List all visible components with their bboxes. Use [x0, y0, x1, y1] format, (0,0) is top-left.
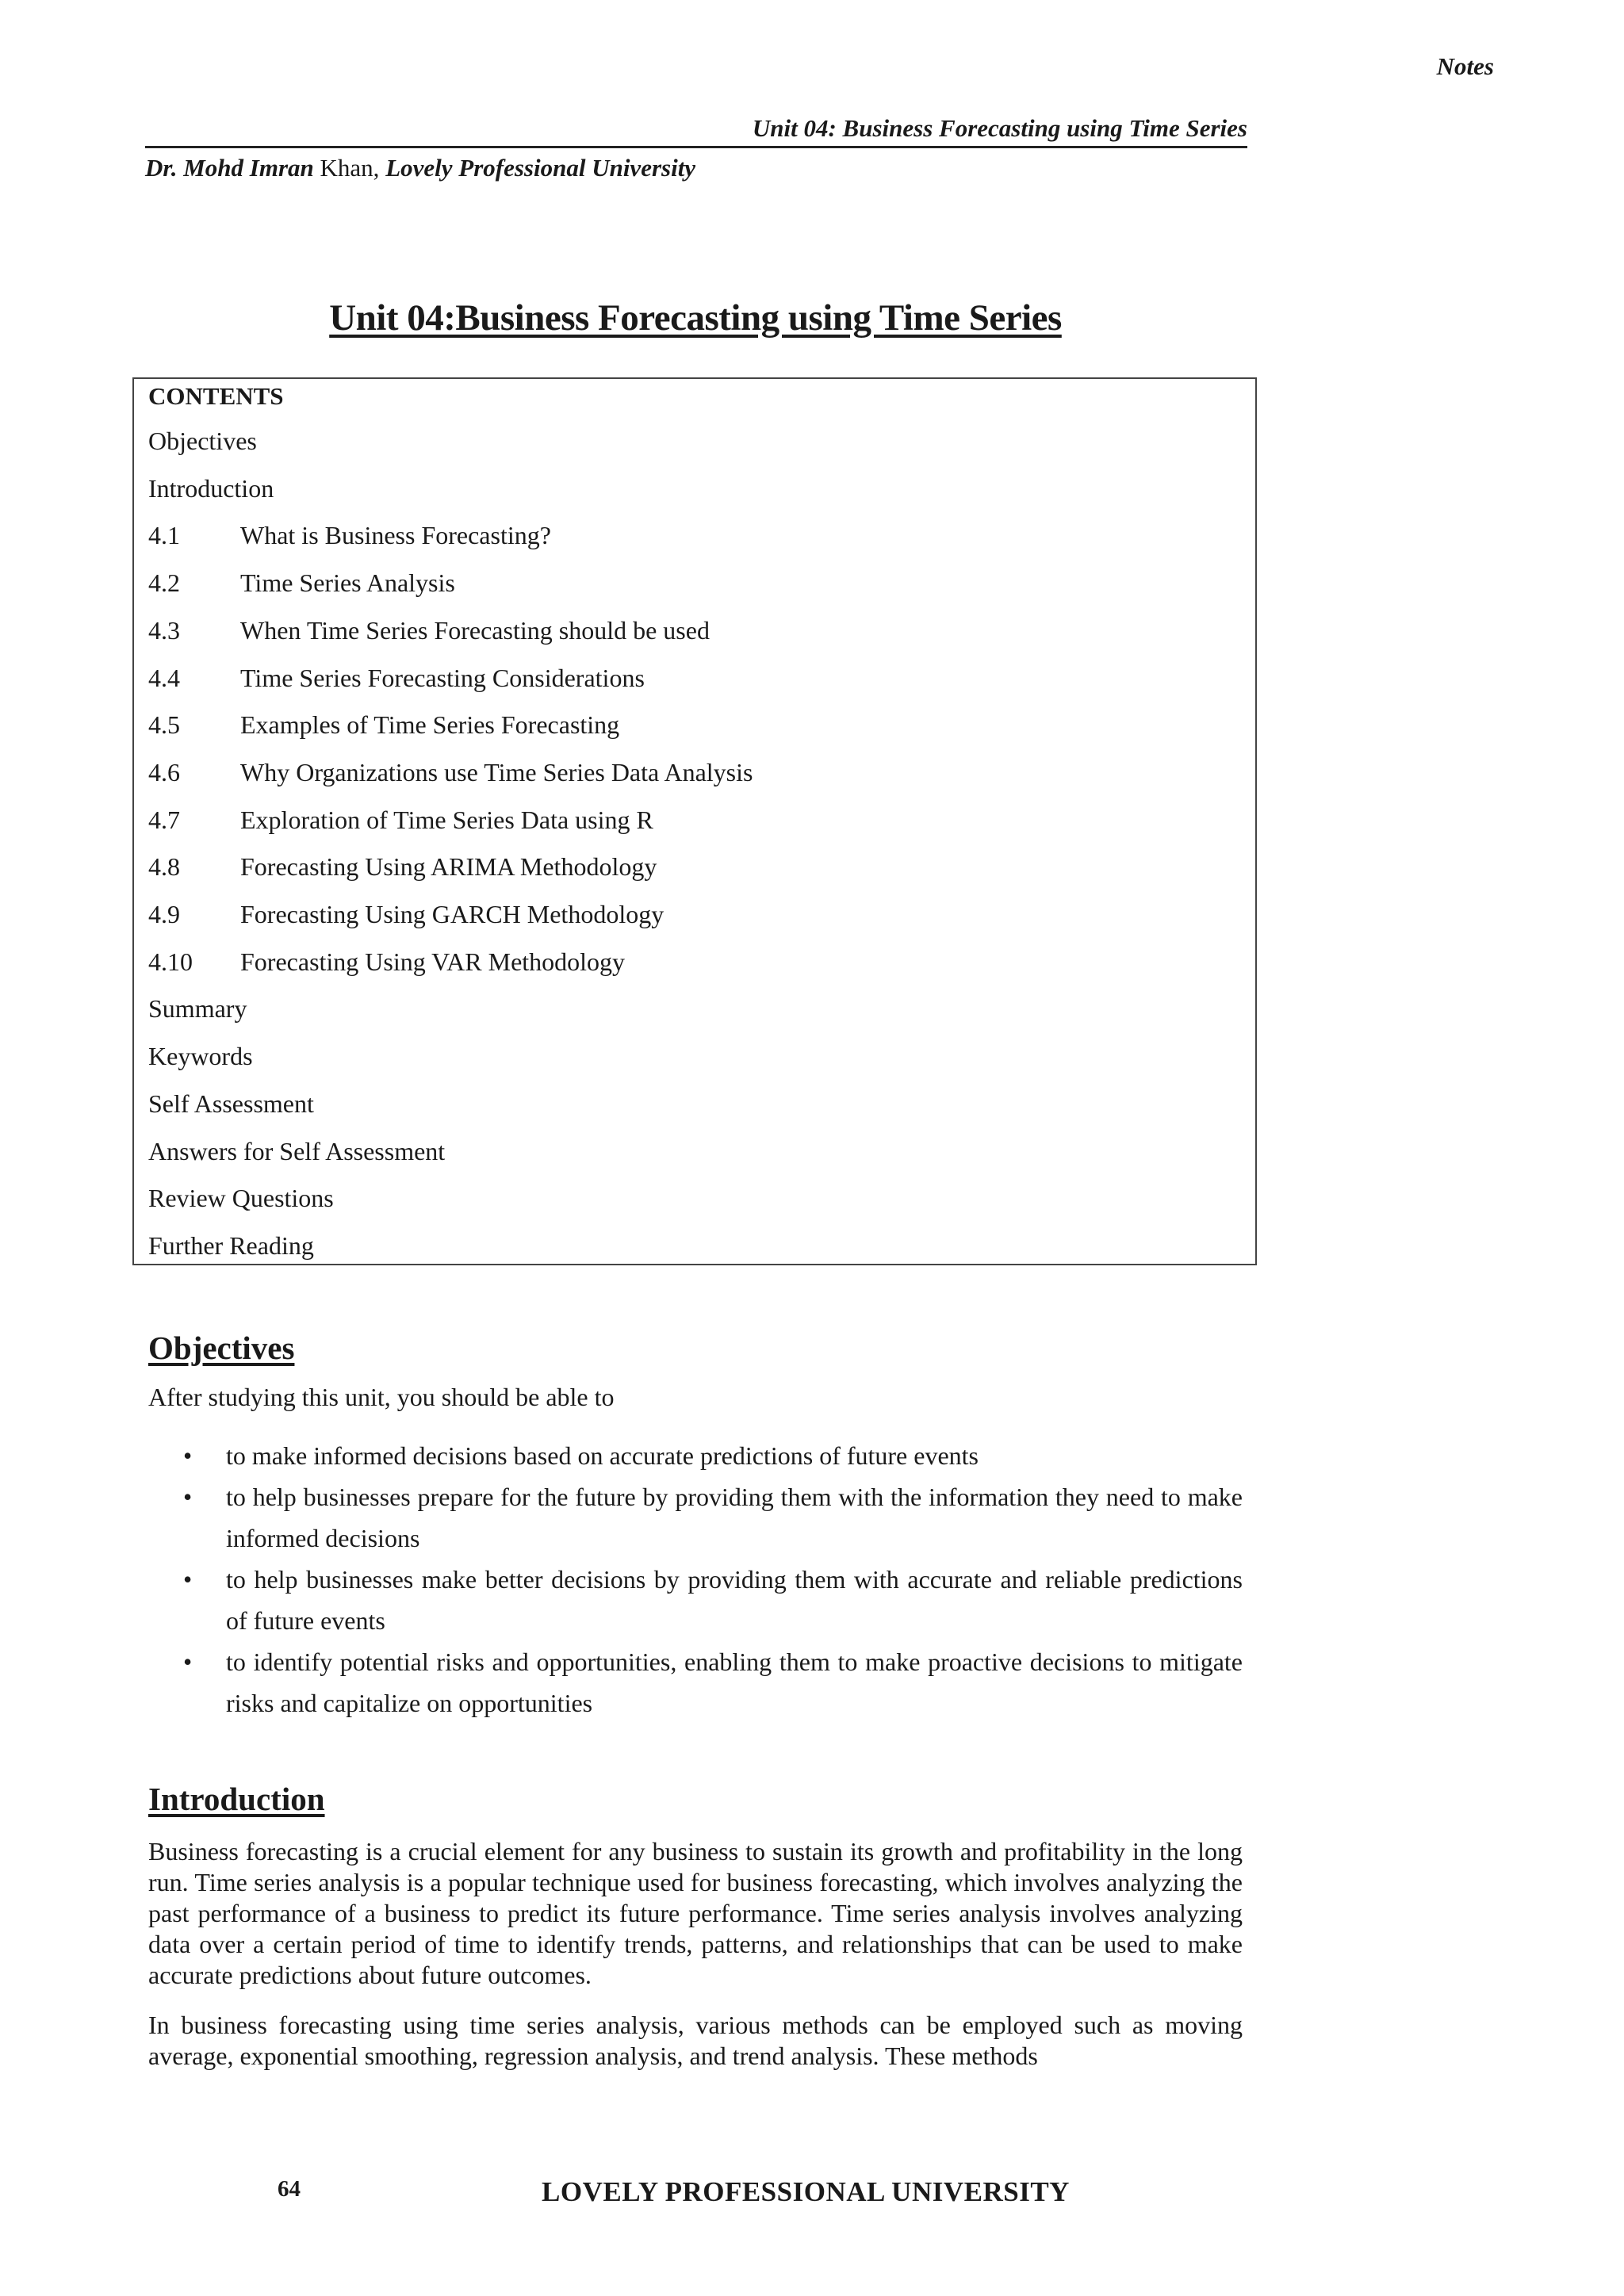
bullet-icon: • — [183, 1647, 193, 1676]
contents-item-label: Exploration of Time Series Data using R — [240, 805, 653, 834]
bullet-icon: • — [183, 1441, 193, 1470]
contents-item-label: Why Organizations use Time Series Data Analysis — [240, 757, 753, 786]
objective-text: to make informed decisions based on accurate predictions of future events — [226, 1441, 979, 1470]
contents-item-label: Self Assessment — [148, 1089, 314, 1118]
contents-item-number: 4.5 — [148, 710, 180, 740]
objectives-heading: Objectives — [148, 1330, 295, 1366]
bullet-icon: • — [183, 1483, 193, 1511]
author-surname: Khan, — [313, 154, 386, 182]
contents-item — [148, 900, 664, 929]
contents-item-number: 4.6 — [148, 757, 180, 786]
contents-item — [148, 1089, 314, 1119]
contents-item-label: Answers for Self Assessment — [148, 1136, 446, 1165]
objective-item — [148, 1476, 1243, 1559]
objective-text: to help businesses prepare for the future by providing them with the information they need to make informed decisions — [226, 1483, 1243, 1552]
intro-paragraph-2: In business forecasting using time series analysis, various methods can be employed such as moving average, exponential smoothing, regression analysis, and trend analysis. These methods — [148, 2011, 1243, 2070]
contents-item — [148, 521, 551, 550]
author-affiliation: Lovely Professional University — [385, 154, 696, 182]
intro-paragraph-1: Business forecasting is a crucial element for any business to sustain its growth and profitability in the long run. Time series analysis is a popular technique used for business forecasting, which involves analyzing the past performance of a business to predict its future performance. Time series analysis involves analyzing data over a certain period of time to identify trends, patterns, and relationships that can be used to make accurate predictions about future outcomes. — [148, 1837, 1243, 1989]
contents-item-label: Objectives — [148, 427, 257, 455]
author-name: Dr. Mohd Imran — [145, 154, 314, 182]
running-head: Unit 04: Business Forecasting using Time Series — [145, 114, 1247, 148]
contents-item — [148, 568, 455, 598]
contents-item-number: 4.9 — [148, 900, 180, 928]
contents-item-label: Review Questions — [148, 1184, 334, 1213]
contents-item-number: 4.10 — [148, 947, 193, 976]
contents-item-label: Introduction — [148, 473, 274, 503]
contents-item — [148, 427, 257, 456]
contents-item — [148, 1137, 445, 1166]
contents-item-number: 4.7 — [148, 805, 180, 834]
contents-item-number: 4.4 — [148, 663, 180, 692]
contents-item — [148, 852, 657, 882]
objective-item — [148, 1559, 1243, 1641]
objectives-intro: After studying this unit, you should be able to — [148, 1383, 615, 1411]
contents-item-label: Time Series Analysis — [240, 568, 455, 598]
contents-item-label: When Time Series Forecasting should be used — [240, 615, 710, 645]
contents-heading: CONTENTS — [148, 382, 284, 410]
contents-item — [148, 1184, 334, 1213]
contents-item-label: Summary — [148, 994, 247, 1024]
contents-item-number: 4.3 — [148, 615, 180, 645]
contents-item-number: 4.8 — [148, 852, 180, 882]
objective-item — [148, 1641, 1243, 1724]
contents-item — [148, 758, 753, 787]
contents-item — [148, 1231, 314, 1261]
contents-item-label: Forecasting Using ARIMA Methodology — [240, 852, 657, 882]
objective-item — [148, 1435, 1243, 1476]
contents-item-label: Keywords — [148, 1042, 253, 1071]
contents-item-label: What is Business Forecasting? — [240, 521, 551, 550]
contents-item — [148, 947, 625, 977]
bullet-icon: • — [183, 1565, 193, 1594]
contents-item-label: Forecasting Using VAR Methodology — [240, 947, 626, 976]
objective-text: to help businesses make better decisions by providing them with accurate and reliable predictions of future events — [226, 1565, 1243, 1635]
contents-item — [148, 474, 274, 503]
unit-title: Unit 04:Business Forecasting using Time Series — [329, 297, 1062, 339]
contents-item-label: Examples of Time Series Forecasting — [240, 710, 620, 740]
contents-item — [148, 710, 619, 740]
objectives-list — [148, 1435, 1243, 1724]
contents-item-number: 4.1 — [148, 521, 180, 550]
objective-text: to identify potential risks and opportunities, enabling them to make proactive decisions to mitigate risks and capitalize on opportunities — [226, 1647, 1243, 1717]
contents-item-label: Time Series Forecasting Considerations — [240, 663, 645, 692]
contents-item — [148, 616, 710, 645]
contents-item-number: 4.2 — [148, 568, 180, 598]
page-number: 64 — [278, 2176, 301, 2202]
author-line — [145, 154, 695, 182]
margin-note: Notes — [1436, 52, 1494, 80]
contents-item — [148, 994, 247, 1024]
contents-item-label: Further Reading — [148, 1230, 314, 1260]
contents-item — [148, 1042, 253, 1071]
introduction-heading: Introduction — [148, 1781, 325, 1817]
contents-item-label: Forecasting Using GARCH Methodology — [240, 900, 665, 928]
contents-item — [148, 664, 645, 693]
contents-item — [148, 806, 653, 835]
footer-university: LOVELY PROFESSIONAL UNIVERSITY — [542, 2176, 1070, 2207]
contents-box — [132, 377, 1257, 1265]
